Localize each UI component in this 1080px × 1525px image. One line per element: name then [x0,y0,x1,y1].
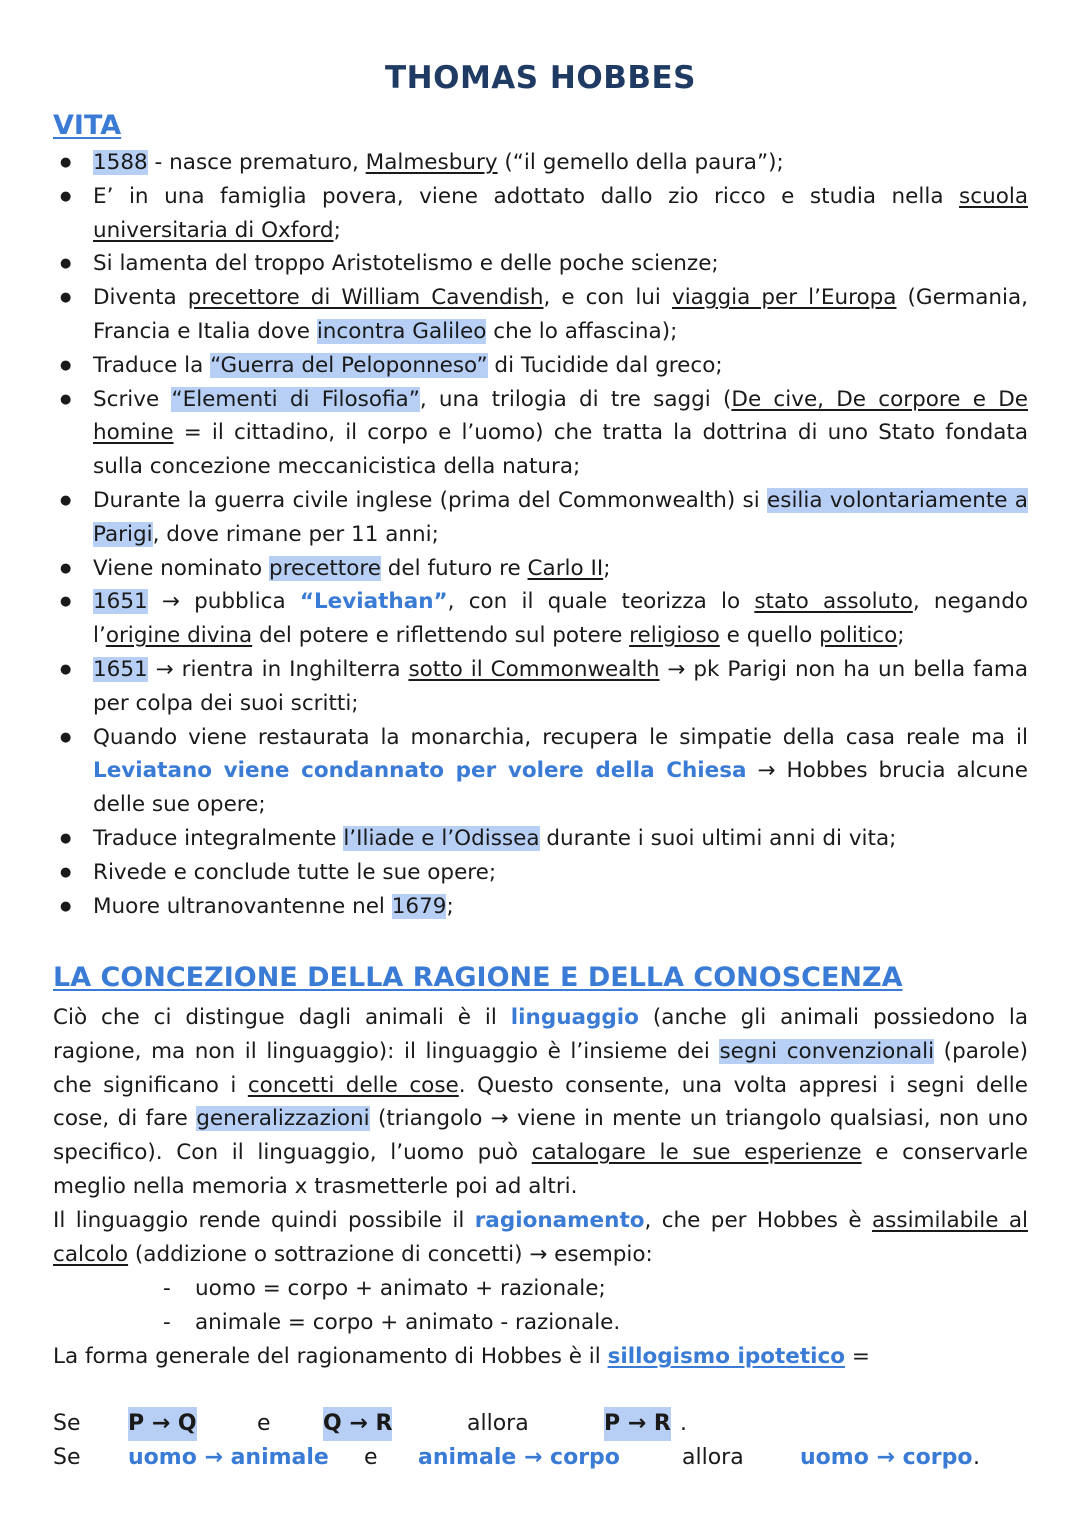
text: . [680,1411,687,1436]
list-item [53,281,1028,349]
text: che lo affascina); [486,318,678,344]
highlight: l’Iliade e l’Odissea [343,825,540,851]
highlight: 1651 [93,656,148,682]
text: Scrive [93,386,172,412]
section-heading-vita: VITA [53,110,122,141]
formula: P → Q [128,1407,197,1441]
dash: - [163,1276,171,1301]
text: Se [53,1411,81,1436]
text: , che per Hobbes è [644,1208,872,1233]
highlight: 1679 [391,893,447,919]
text: , negando l’ [93,589,1028,649]
emphasis-text: “Leviathan” [299,589,448,615]
text: Diventa [93,285,188,311]
text: ; [333,217,341,243]
text: (Germania, Francia e Italia dove [93,285,1029,344]
underlined-text: origine divina [105,623,253,649]
highlight: precettore [269,555,381,581]
dash: - [163,1310,171,1335]
text: di Tucidide dal greco; [487,352,723,378]
underlined-text: Malmesbury [365,150,498,175]
formula: P → R [604,1407,671,1441]
section-heading-ragione: LA CONCEZIONE DELLA RAGIONE E DELLA CONOSCENZA [53,962,903,993]
text: → pubblica [147,589,300,615]
emphasis-text: sillogismo ipotetico [607,1344,846,1369]
list-item [53,890,1028,924]
underlined-text: scuola universitaria di Oxford [93,183,1028,243]
underlined-text: catalogare le sue esperienze [531,1140,862,1166]
text: allora [682,1445,744,1470]
text: animale = corpo + animato - razionale. [195,1310,621,1335]
text: E’ in una famiglia povera, viene adottato dallo zio ricco e studia nella [93,183,960,209]
underlined-text: religioso [629,623,720,649]
underlined-text: De cive, De corpore e De homine [93,386,1028,446]
underlined-text: precettore di William Cavendish [187,285,544,311]
underlined-text: viaggia per l’Europa [671,285,897,311]
text: Muore ultranovantenne nel [93,893,392,919]
highlight: segni convenzionali [719,1038,935,1064]
text: Rivede e conclude tutte le sue opere; [93,859,497,885]
text: (parole) che significano i [53,1038,1028,1098]
list-item [53,585,1028,653]
text: e conservarle meglio nella memoria x trasmetterle poi ad altri. [53,1140,1028,1199]
text: ; [897,623,905,649]
text: → rientra in Inghilterra [147,656,409,682]
text: e quello [719,623,820,649]
underlined-text: Carlo II [527,555,604,581]
highlight: esilia volontariamente a Parigi [93,487,1028,547]
list-item [53,552,1028,586]
text: uomo = corpo + animato + razionale; [195,1276,606,1301]
highlight: 1651 [93,589,148,615]
text: e [257,1411,271,1436]
text: del futuro re [380,555,528,581]
sub-list-item [163,1272,606,1306]
paragraph [53,1340,1028,1374]
text: Quando viene restaurata la monarchia, recupera le simpatie della casa reale ma il [93,724,1028,750]
highlight: 1588 [93,150,148,175]
underlined-text: assimilabile al calcolo [53,1208,1028,1267]
text: Si lamenta del troppo Aristotelismo e delle poche scienze; [93,251,719,277]
text: (“il gemello della paura”); [497,150,784,175]
text: → Hobbes brucia alcune delle sue opere; [93,758,1029,818]
text: Ciò che ci distingue dagli animali è il [53,1005,511,1030]
underlined-text: concetti delle cose [247,1072,459,1098]
page-title: THOMAS HOBBES [385,60,696,96]
text: . [973,1445,980,1470]
text: La forma generale del ragionamento di Hobbes è il [53,1344,608,1369]
list-item [53,247,1028,281]
text: ; [446,893,454,919]
text: (triangolo → viene in mente un triangolo qualsiasi, non uno specifico). Con il linguaggio, l’uomo può [53,1106,1029,1166]
text: - nasce prematuro, [147,150,366,175]
text: = il cittadino, il corpo e l’uomo) che tratta la dottrina di uno Stato fondata sulla concezione meccanicistica della natura; [93,420,1028,480]
text: , e con lui [543,285,672,311]
highlight: generalizzazioni [196,1106,370,1132]
vita-list [53,146,1028,923]
text: Traduce integralmente [93,825,344,851]
formula: animale → corpo [418,1445,620,1470]
sub-list-item [163,1306,620,1340]
underlined-text: politico [819,623,898,649]
emphasis-text: Leviatano viene condannato per volere della Chiesa [93,758,747,784]
text: → pk Parigi non ha un bella fama per colpa dei suoi scritti; [93,656,1028,716]
text: Durante la guerra civile inglese (prima del Commonwealth) si [93,487,768,513]
syllogism-row [53,1407,1028,1441]
text: (addizione o sottrazione di concetti) → esempio: [128,1241,653,1267]
text: Il linguaggio rende quindi possibile il [53,1208,475,1233]
list-item [53,383,1028,484]
formula: uomo → corpo [800,1445,973,1470]
list-item [53,180,1028,248]
text: Se [53,1445,81,1470]
list-item [53,856,1028,890]
text: , con il quale teorizza lo [447,589,755,615]
formula: Q → R [323,1407,392,1441]
list-item [53,349,1028,383]
text: ; [603,555,611,581]
text: del potere e riflettendo sul potere [252,623,630,649]
underlined-text: stato assoluto [754,589,913,615]
text: allora [467,1411,529,1436]
syllogism-row [53,1441,1028,1475]
highlight: “Guerra del Peloponneso” [210,352,488,378]
paragraph [53,1001,1028,1204]
text: e [364,1445,378,1470]
list-item [53,146,1028,180]
paragraph [53,1204,1028,1272]
list-item [53,721,1028,822]
text: Traduce la [93,352,211,378]
emphasis-text: ragionamento [474,1208,645,1233]
formula: uomo → animale [128,1445,329,1470]
text: . Questo consente, una volta appresi i segni delle cose, di fare [53,1072,1028,1132]
text: = [845,1344,870,1369]
list-item [53,653,1028,721]
text: (anche gli animali possiedono la ragione, ma non il linguaggio): il linguaggio è l’insieme dei [53,1005,1028,1064]
underlined-text: sotto il Commonwealth [408,656,660,682]
highlight: “Elementi di Filosofia” [171,386,420,412]
text: Viene nominato [93,555,270,581]
highlight: incontra Galileo [316,318,487,344]
text: , dove rimane per 11 anni; [152,521,439,547]
list-item [53,822,1028,856]
text: , una trilogia di tre saggi ( [419,386,732,412]
text: durante i suoi ultimi anni di vita; [539,825,897,851]
list-item [53,484,1028,552]
emphasis-text: linguaggio [510,1005,639,1030]
